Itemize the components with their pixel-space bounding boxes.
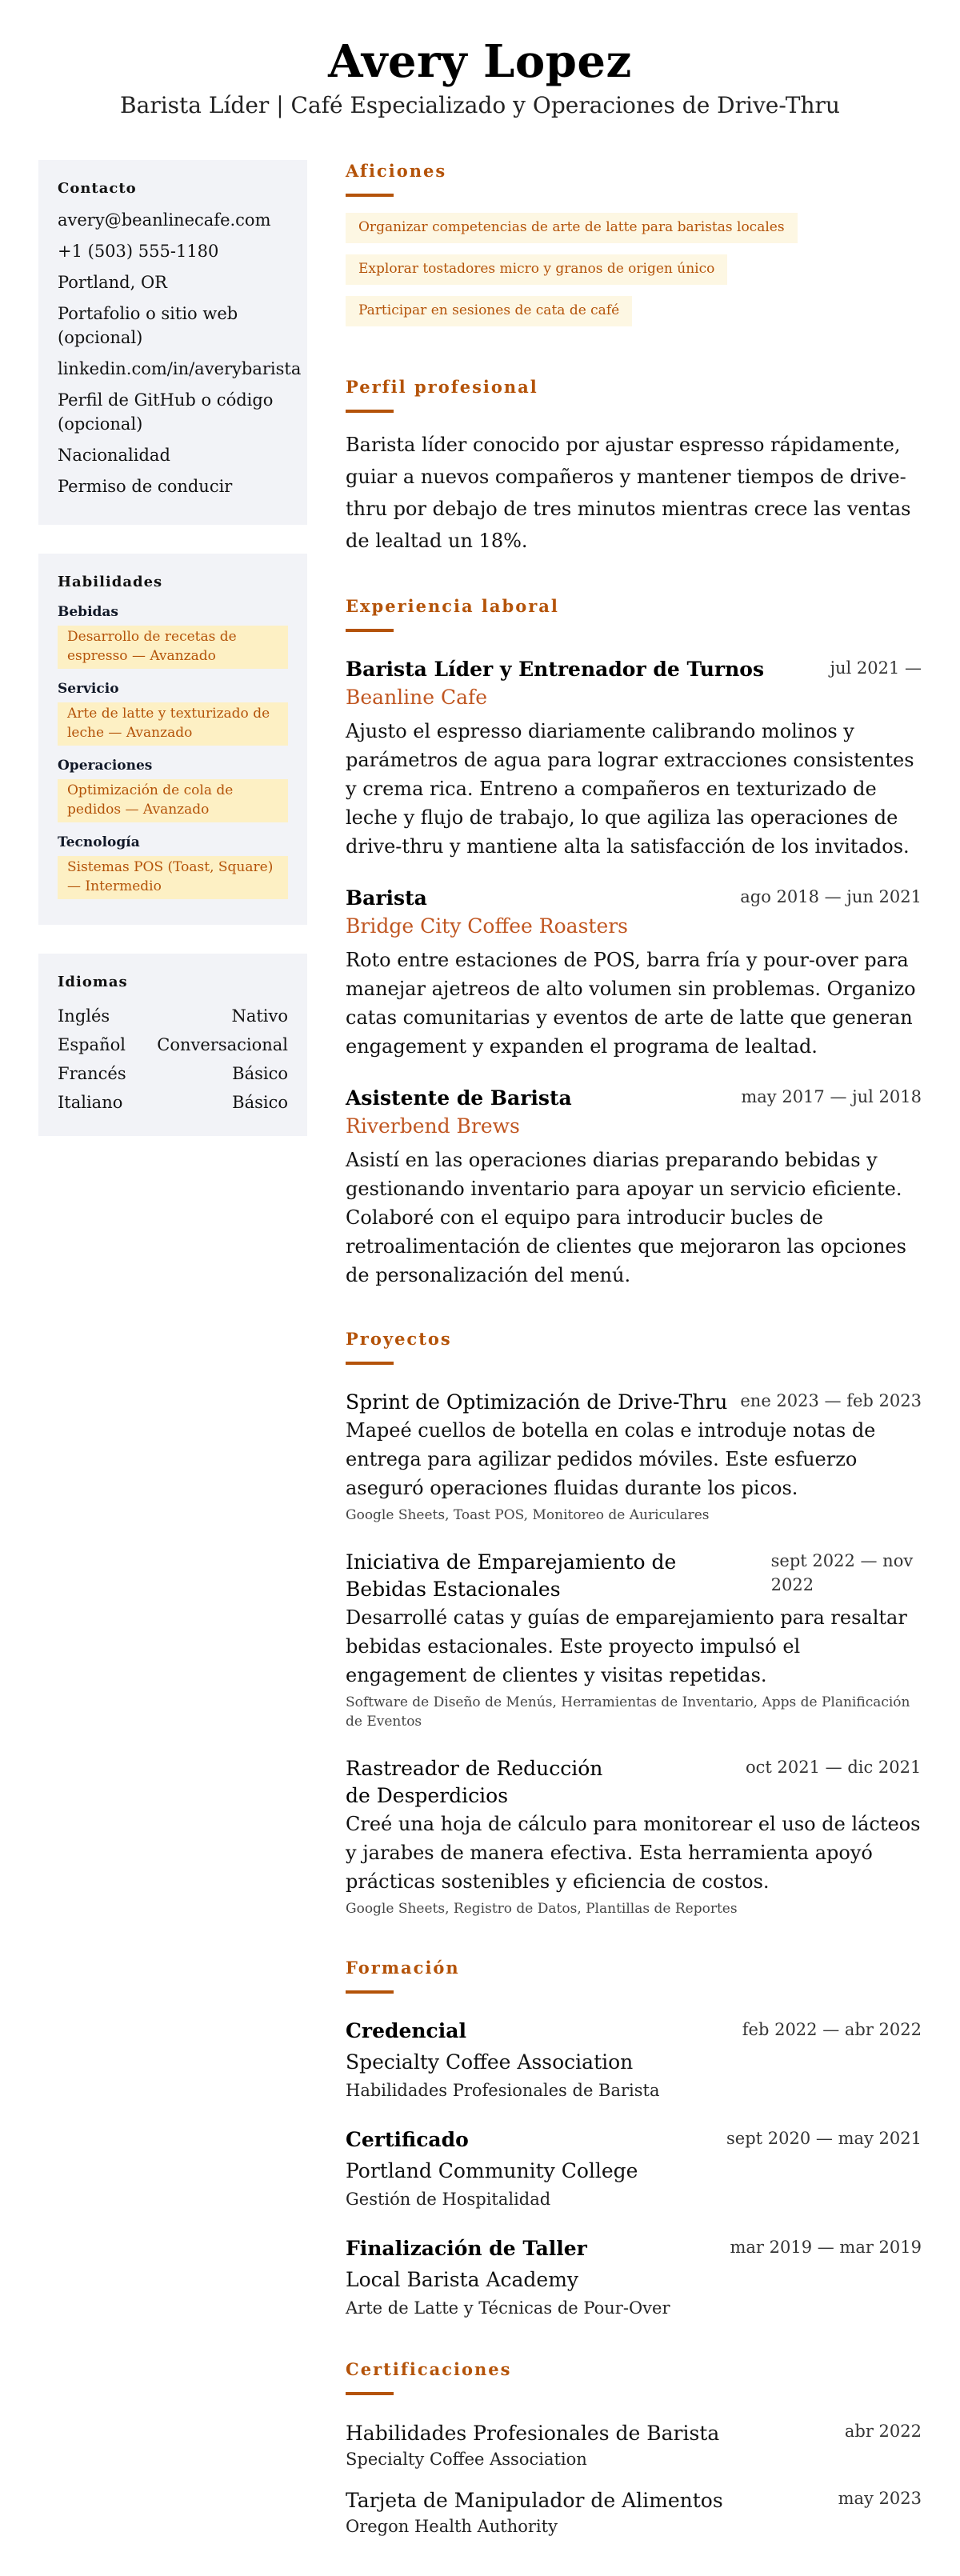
projects-section <box>346 1328 922 1918</box>
education-field: Habilidades Profesionales de Barista <box>346 2081 660 2100</box>
project-description: Creé una hoja de cálculo para monitorear el uso de lácteos y jarabes de manera efectiva. Esta herramienta apoyó prácticas sostenibles y eficiencia de costos. <box>346 1813 921 1893</box>
certification-issuer: Specialty Coffee Association <box>346 2450 587 2469</box>
project-tech: Google Sheets, Toast POS, Monitoreo de Auriculares <box>346 1507 710 1523</box>
project-entry <box>346 1389 922 1525</box>
certification-date: may 2023 <box>838 2489 922 2508</box>
skill-group-title: Tecnología <box>58 834 140 850</box>
education-degree: Credencial <box>346 2019 466 2042</box>
section-divider <box>346 2392 394 2395</box>
skill-group-title: Operaciones <box>58 758 153 774</box>
education-institution: Local Barista Academy <box>346 2268 579 2291</box>
hobby-list <box>346 213 922 338</box>
job-company: Beanline Cafe <box>346 686 488 709</box>
contact-title: Contacto <box>58 180 137 197</box>
resume-header <box>0 0 960 160</box>
language-name: Italiano <box>58 1093 123 1112</box>
hobby-chip: Explorar tostadores micro y granos de origen único <box>346 254 727 285</box>
section-divider <box>346 1362 394 1365</box>
certification-entry <box>346 2419 922 2470</box>
education-institution: Portland Community College <box>346 2159 638 2182</box>
education-degree: Finalización de Taller <box>346 2237 587 2260</box>
certification-name: Tarjeta de Manipulador de Alimentos <box>346 2489 723 2512</box>
contact-linkedin[interactable]: linkedin.com/in/averybarista <box>58 359 302 378</box>
certification-date: abr 2022 <box>844 2422 922 2441</box>
education-institution: Specialty Coffee Association <box>346 2050 634 2074</box>
section-title: Perfil profesional <box>346 377 538 397</box>
project-dates: ene 2023 — feb 2023 <box>740 1391 922 1410</box>
contact-drivers-license: Permiso de conducir <box>58 477 233 496</box>
job-description: Roto entre estaciones de POS, barra fría y pour-over para manejar ajetreos de alto volumen sin problemas. Organizo catas comunitarias y eventos de arte de latte que generan engagement y expanden el programa de lealtad. <box>346 949 916 1058</box>
hobbies-section <box>346 160 922 338</box>
skill-group <box>58 834 288 899</box>
language-name: Español <box>58 1035 126 1054</box>
skill-group-title: Servicio <box>58 681 119 697</box>
skill-chip: Optimización de cola de pedidos — Avanzado <box>58 779 288 822</box>
project-name: Rastreador de Reducción de Desperdicios <box>346 1757 603 1807</box>
candidate-name: Avery Lopez <box>328 35 632 88</box>
job-company: Bridge City Coffee Roasters <box>346 914 629 938</box>
certification-name: Habilidades Profesionales de Barista <box>346 2422 720 2445</box>
project-tech: Software de Diseño de Menús, Herramientas de Inventario, Apps de Planificación de Eventos <box>346 1694 910 1730</box>
contact-location: Portland, OR <box>58 273 167 292</box>
experience-section <box>346 595 922 1290</box>
project-description: Desarrollé catas y guías de emparejamiento para resaltar bebidas estacionales. Este proyecto impulsó el engagement de clientes y visitas repetidas. <box>346 1606 907 1686</box>
project-entry <box>346 1755 922 1918</box>
language-row <box>58 1002 288 1030</box>
experience-entry <box>346 656 922 861</box>
education-degree: Certificado <box>346 2128 469 2151</box>
job-company: Riverbend Brews <box>346 1114 520 1138</box>
hobby-chip: Participar en sesiones de cata de café <box>346 296 632 326</box>
skill-group <box>58 603 288 669</box>
section-divider <box>346 1990 394 1994</box>
hobby-chip: Organizar competencias de arte de latte para baristas locales <box>346 213 798 243</box>
section-title: Proyectos <box>346 1329 452 1349</box>
section-title: Experiencia laboral <box>346 596 559 616</box>
section-divider <box>346 410 394 413</box>
contact-nationality: Nacionalidad <box>58 446 170 465</box>
education-entry <box>346 2126 922 2211</box>
languages-box <box>38 954 307 1136</box>
contact-email[interactable]: avery@beanlinecafe.com <box>58 210 271 230</box>
experience-entry <box>346 885 922 1061</box>
skill-chip: Sistemas POS (Toast, Square) — Intermedio <box>58 856 288 899</box>
language-row <box>58 1059 288 1088</box>
language-level: Básico <box>232 1064 288 1083</box>
skills-box <box>38 554 307 925</box>
job-description: Asistí en las operaciones diarias preparando bebidas y gestionando inventario para apoyar un servicio eficiente. Colaboré con el equipo para introducir bucles de retroalimentación de clientes que mejoraron las opciones de personalización del menú. <box>346 1149 906 1286</box>
project-description: Mapeé cuellos de botella en colas e introduje notas de entrega para agilizar pedidos móviles. Este esfuerzo aseguró operaciones fluidas durante los picos. <box>346 1419 876 1499</box>
contact-github: Perfil de GitHub o código (opcional) <box>58 390 274 434</box>
certification-issuer: Oregon Health Authority <box>346 2517 558 2536</box>
language-name: Francés <box>58 1064 126 1083</box>
contact-box <box>38 160 307 525</box>
section-title: Aficiones <box>346 161 447 181</box>
language-name: Inglés <box>58 1006 110 1026</box>
languages-title: Idiomas <box>58 974 128 990</box>
project-tech: Google Sheets, Registro de Datos, Plantillas de Reportes <box>346 1901 738 1917</box>
summary-section <box>346 376 922 557</box>
language-row <box>58 1030 288 1059</box>
contact-portfolio: Portafolio o sitio web (opcional) <box>58 304 238 347</box>
job-title: Barista Líder y Entrenador de Turnos <box>346 658 765 681</box>
skill-chip: Arte de latte y texturizado de leche — Avanzado <box>58 702 288 746</box>
education-entry <box>346 2235 922 2320</box>
education-dates: mar 2019 — mar 2019 <box>730 2238 922 2257</box>
section-title: Certificaciones <box>346 2359 512 2379</box>
sidebar <box>38 160 307 1165</box>
main-content <box>346 160 922 2576</box>
project-dates: oct 2021 — dic 2021 <box>746 1758 922 1777</box>
job-title: Barista <box>346 886 427 910</box>
education-section <box>346 1957 922 2320</box>
education-dates: sept 2020 — may 2021 <box>726 2129 922 2148</box>
skills-title: Habilidades <box>58 574 163 590</box>
resume-body <box>0 160 960 2576</box>
education-field: Arte de Latte y Técnicas de Pour-Over <box>346 2298 670 2318</box>
language-row <box>58 1088 288 1117</box>
job-dates: jul 2021 — <box>830 658 922 678</box>
project-entry <box>346 1549 922 1731</box>
language-level: Nativo <box>231 1006 288 1026</box>
skill-group-title: Bebidas <box>58 604 119 620</box>
language-level: Básico <box>232 1093 288 1112</box>
job-dates: may 2017 — jul 2018 <box>741 1087 922 1106</box>
section-divider <box>346 194 394 197</box>
job-dates: ago 2018 — jun 2021 <box>740 887 922 906</box>
job-title: Asistente de Barista <box>346 1086 572 1110</box>
project-name: Iniciativa de Emparejamiento de Bebidas Estacionales <box>346 1550 677 1601</box>
section-title: Formación <box>346 1958 460 1978</box>
education-field: Gestión de Hospitalidad <box>346 2190 551 2209</box>
summary-text: Barista líder conocido por ajustar espresso rápidamente, guiar a nuevos compañeros y mantener tiempos de drive-thru por debajo de tres minutos mientras crece las ventas de lealtad un 18%. <box>346 434 911 552</box>
skill-chip: Desarrollo de recetas de espresso — Avanzado <box>58 626 288 669</box>
language-level: Conversacional <box>157 1035 288 1054</box>
job-description: Ajusto el espresso diariamente calibrando molinos y parámetros de agua para lograr extracciones consistentes y crema rica. Entreno a compañeros en texturizado de leche y flujo de trabajo, lo que agiliza las operaciones de drive-thru y mantiene alta la satisfacción de los invitados. <box>346 720 914 858</box>
project-dates: sept 2022 — nov 2022 <box>770 1551 914 1594</box>
skill-group <box>58 757 288 822</box>
certifications-section <box>346 2358 922 2538</box>
contact-phone[interactable]: +1 (503) 555-1180 <box>58 242 219 261</box>
education-entry <box>346 2018 922 2102</box>
certification-entry <box>346 2486 922 2538</box>
education-dates: feb 2022 — abr 2022 <box>742 2020 922 2039</box>
section-divider <box>346 629 394 632</box>
candidate-headline: Barista Líder | Café Especializado y Operaciones de Drive-Thru <box>120 92 840 118</box>
skill-group <box>58 680 288 746</box>
project-name: Sprint de Optimización de Drive-Thru <box>346 1390 728 1414</box>
experience-entry <box>346 1085 922 1290</box>
